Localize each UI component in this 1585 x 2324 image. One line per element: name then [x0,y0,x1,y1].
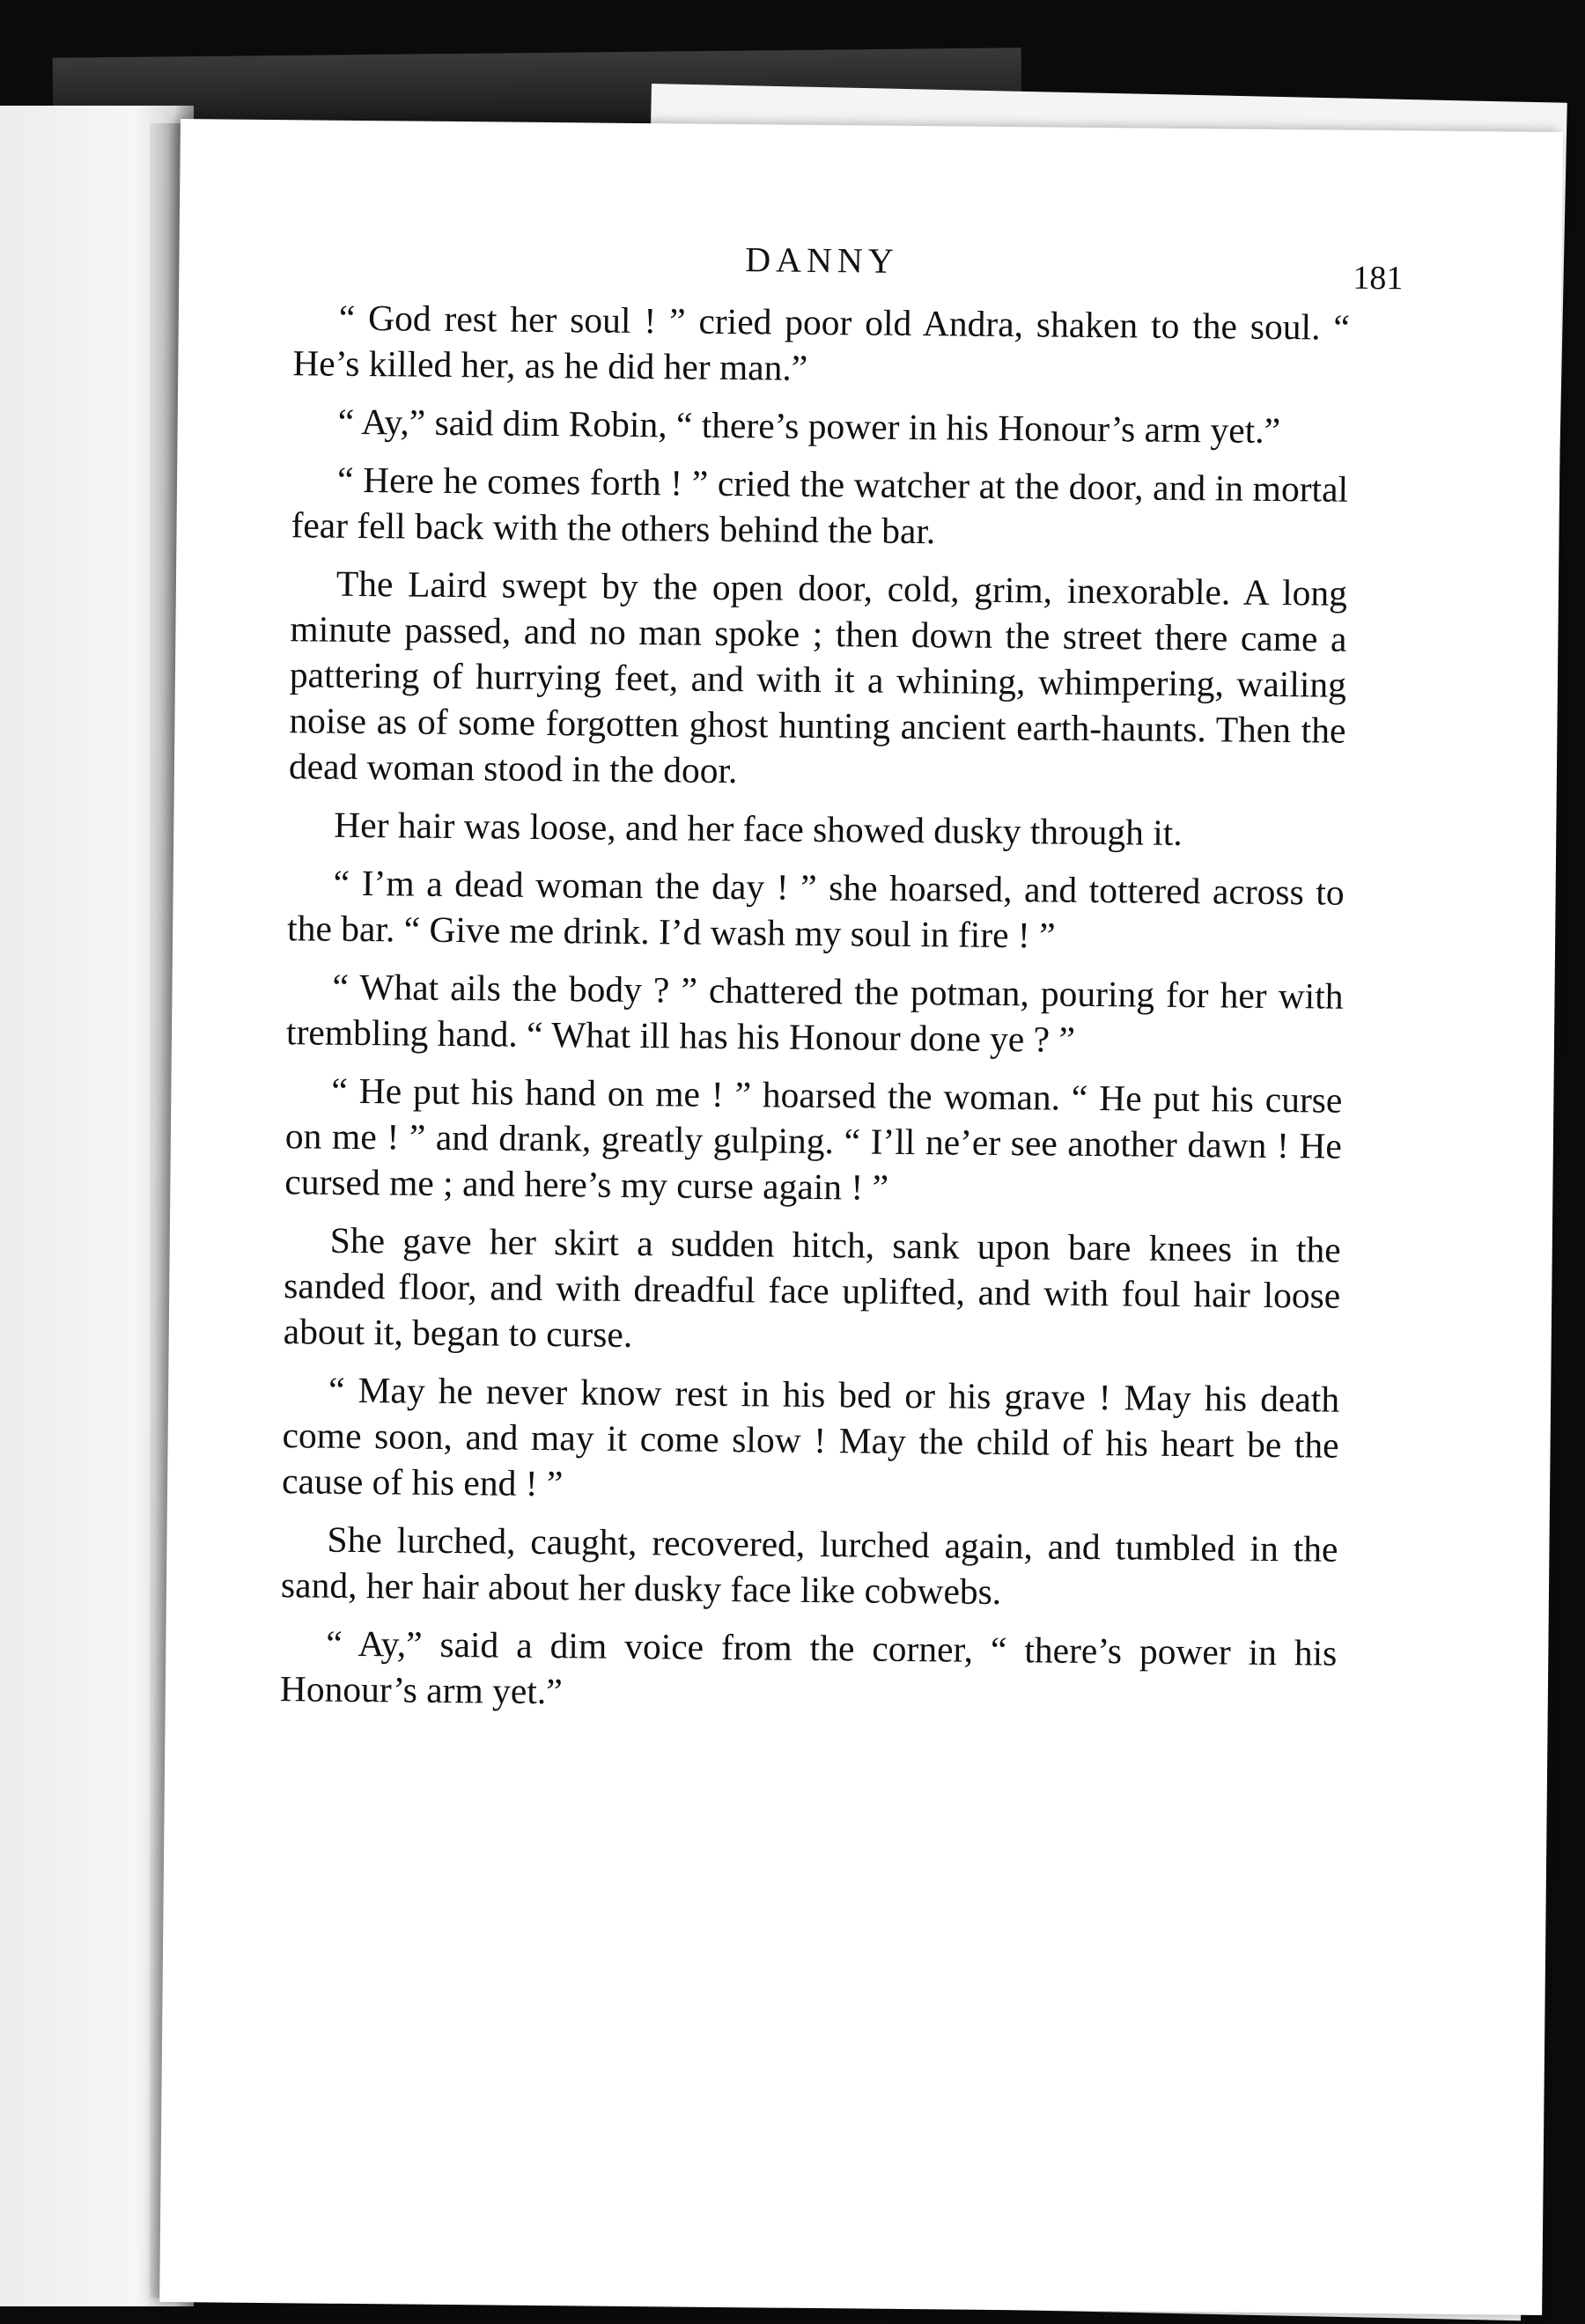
paragraph: “ I’m a dead woman the day ! ” she hoarsed, and tottered across to the bar. “ Give me drink. I’d wash my soul in fire ! ” [286,862,1345,956]
running-head [293,234,1404,298]
page-content [279,234,1404,1733]
paragraph: “ What ails the body ? ” chattered the potman, pouring for her with trembling hand. “ What ill has his Honour done ye ? ” [285,966,1344,1060]
paragraph: “ Here he comes forth ! ” cried the watcher at the door, and in mortal fear fell back with the others behind the bar. [291,459,1349,552]
paragraph: “ May he never know rest in his bed or his grave ! May his death come soon, and may it come slow ! May the child of his heart be the cause of his end ! ” [281,1369,1340,1504]
body-text [280,294,1350,1721]
paragraph: The Laird swept by the open door, cold, grim, inexorable. A long minute passed, and no man spoke ; then down the street there came a pattering of hurrying feet, and with it a whining, whimpering, wailing noise as of some forgotten ghost hunting ancient earth-haunts. Then the dead woman stood in the door. [288,563,1348,791]
paragraph: “ God rest her soul ! ” cried poor old Andra, shaken to the soul. “ He’s killed her, as he did her man.” [292,297,1351,388]
book-page [159,119,1563,2315]
running-title: DANNY [745,239,899,281]
paragraph: She gave her skirt a sudden hitch, sank upon bare knees in the sanded floor, and with dreadful face uplifted, and with foul hair loose about it, began to curse. [283,1219,1341,1355]
paragraph: “ He put his hand on me ! ” hoarsed the woman. “ He put his curse on me ! ” and drank, greatly gulping. “ I’ll ne’er see another dawn ! He cursed me ; and here’s my curse again ! ” [284,1070,1343,1208]
paragraph: “ Ay,” said dim Robin, “ there’s power in his Honour’s arm yet.” [337,401,1281,452]
paragraph: Her hair was loose, and her face showed dusky through it. [334,804,1183,853]
paragraph: She lurched, caught, recovered, lurched again, and tumbled in the sand, her hair about her dusky face like cobwebs. [280,1519,1338,1613]
page-number: 181 [1353,259,1404,298]
paragraph: “ Ay,” said a dim voice from the corner, “ there’s power in his Honour’s arm yet.” [279,1622,1338,1712]
